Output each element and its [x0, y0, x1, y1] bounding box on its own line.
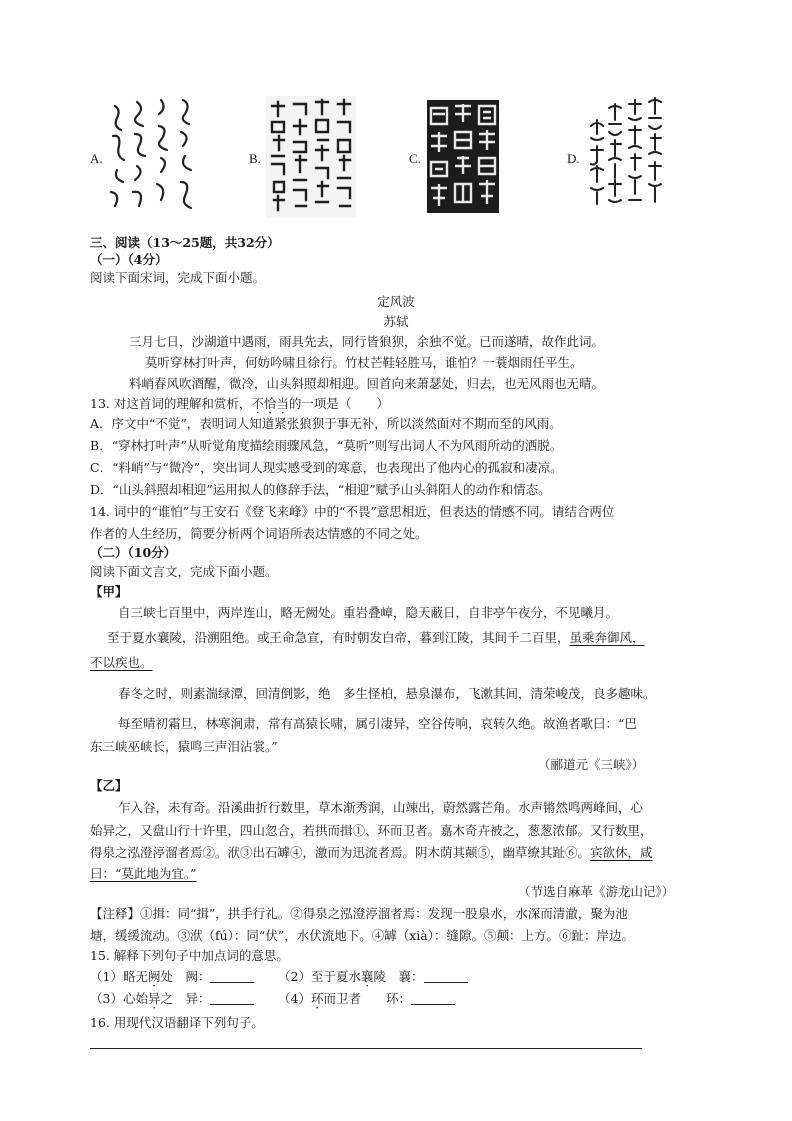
text-jia-p4: 每至晴初霜旦，林寒涧肃，常有高猿长啸，属引凄异，空谷传响，哀转久绝。故渔者歌曰：“巴 [118, 716, 637, 731]
calligraphy-image-c [427, 100, 499, 213]
answer-blank-3[interactable] [210, 992, 254, 1005]
notes-line-2: 塘，缓缓流动。③洑（fú）：同“伏”，水伏流地下。④罅（xià）：缝隙。⑤颠：上方。⑥趾：岸边。 [90, 928, 634, 943]
question-15-item-1: （1）略无阙处 阙： [90, 969, 254, 985]
option-b-label: B. [249, 151, 261, 166]
question-15-item-3: （3）心始异之 异： [90, 991, 254, 1007]
text-yi-source: （节选自麻革《游龙山记》） [518, 884, 675, 899]
part2-instruction: 阅读下面文言文，完成下面小题。 [90, 564, 278, 579]
section3-heading: 三、阅读（13～25题，共32分） [90, 235, 280, 250]
question-15-item-4: （4）环而卫者 环： [278, 991, 455, 1007]
text-jia-label: 【甲】 [90, 584, 128, 599]
poem-line-2: 料峭春风吹酒醒，微冷，山头斜照却相迎。回首向来萧瑟处，归去，也无风雨也无晴。 [129, 376, 605, 391]
notes-line-1: 【注释】①揖：同“揖”，拱手行礼。②得泉之泓澄渟溜者焉：发现一股泉水，水深而清澈，聚为池 [90, 906, 628, 921]
text-jia-p3: 春冬之时，则素湍绿潭，回清倒影，绝 多生怪柏，悬泉瀑布，飞漱其间，清荣峻茂，良多趣味。 [118, 686, 656, 701]
poem-title: 定风波 [377, 294, 415, 309]
poem-preface: 三月七日，沙湖道中遇雨，雨具先去，同行皆狼狈，余独不觉。已而遂晴，故作此词。 [129, 334, 605, 349]
answer-blank-2[interactable] [424, 970, 468, 983]
text-yi-line-2: 始异之，又盘山行十许里，四山忽合，若拱而揖①、环而卫者。嘉木奇卉被之，葱葱浓郁。又行数里， [90, 823, 653, 838]
text-yi-label: 【乙】 [90, 778, 128, 793]
question-14-line-1: 14. 词中的“谁怕”与王安石《登飞来峰》中的“不畏”意思相近，但表达的情感不同。请结合两位 [90, 504, 615, 519]
question-13-option-d: D．“山头斜照却相迎”运用拟人的修辞手法，“相迎”赋予山头斜阳人的动作和情态。 [90, 482, 551, 497]
question-15-stem: 15. 解释下列句子中加点词的意思。 [90, 948, 289, 963]
question-14-line-2: 作者的人生经历，简要分析两个词语所表达情感的不同之处。 [90, 526, 428, 541]
question-13-option-c: C．“料峭”与“微冷”，突出词人现实感受到的寒意，也表现出了他内心的孤寂和凄凉。 [90, 460, 563, 475]
part1-instruction: 阅读下面宋词，完成下面小题。 [90, 270, 266, 285]
poem-line-1: 莫听穿林打叶声，何妨吟啸且徐行。竹杖芒鞋轻胜马，谁怕？一蓑烟雨任平生。 [145, 355, 583, 370]
question-13-stem: 13. 对这首词的理解和赏析，不恰当的一项是（ ） [90, 396, 389, 411]
question-15-item-2: （2）至于夏水襄陵 襄： [278, 969, 468, 985]
option-c-label: C. [409, 151, 421, 166]
answer-blank-1[interactable] [210, 970, 254, 983]
option-a-label: A. [90, 151, 103, 166]
text-jia-p1: 自三峡七百里中，两岸连山，略无阙处。重岩叠嶂，隐天蔽日，自非亭午夜分，不见曦月。 [118, 605, 619, 620]
part1-heading: （一）（4分） [90, 252, 168, 267]
question-16-stem: 16. 用现代汉语翻译下列句子。 [90, 1015, 264, 1030]
part2-heading: （二）（10分） [90, 545, 177, 560]
text-yi-line-4-underlined: 曰：“莫此地为宜。” [90, 866, 197, 881]
answer-line[interactable] [90, 1048, 642, 1049]
text-jia-p4-cont: 东三峡巫峡长，猿鸣三声泪沾裳。” [90, 739, 278, 754]
text-jia-p2: 至于夏水襄陵，沿溯阻绝。或王命急宣，有时朝发白帝，暮到江陵，其间千二百里，虽乘奔御风， [107, 630, 645, 645]
text-yi-line-1: 乍入谷，未有奇。沿溪曲折行数里，草木渐秀润，山竦出，蔚然露芒角。水声锵然鸣两峰间，心 [118, 800, 644, 815]
question-13-option-a: A．序文中“不觉”，表明词人知道紧张狼狈于事无补，所以淡然面对不期而至的风雨。 [90, 416, 562, 431]
question-13-option-b: B．“穿林打叶声”从听觉角度描绘雨骤风急，“莫听”则写出词人不为风雨所动的洒脱。 [90, 438, 563, 453]
calligraphy-image-b [266, 96, 356, 218]
text-yi-line-3: 得泉之泓澄渟溜者焉②。洑③出石罅④，激而为迅流者焉。阴木荫其颠⑤，幽草缭其趾⑥。宾欲休，咸 [90, 845, 653, 860]
poem-author: 苏轼 [383, 314, 409, 329]
option-d-label: D. [567, 151, 580, 166]
calligraphy-image-a [107, 96, 207, 218]
calligraphy-image-d [587, 96, 669, 214]
answer-blank-4[interactable] [411, 992, 455, 1005]
text-jia-source: （郦道元《三峡》） [538, 757, 645, 772]
text-jia-p2-underlined: 不以疾也。 [90, 655, 153, 670]
